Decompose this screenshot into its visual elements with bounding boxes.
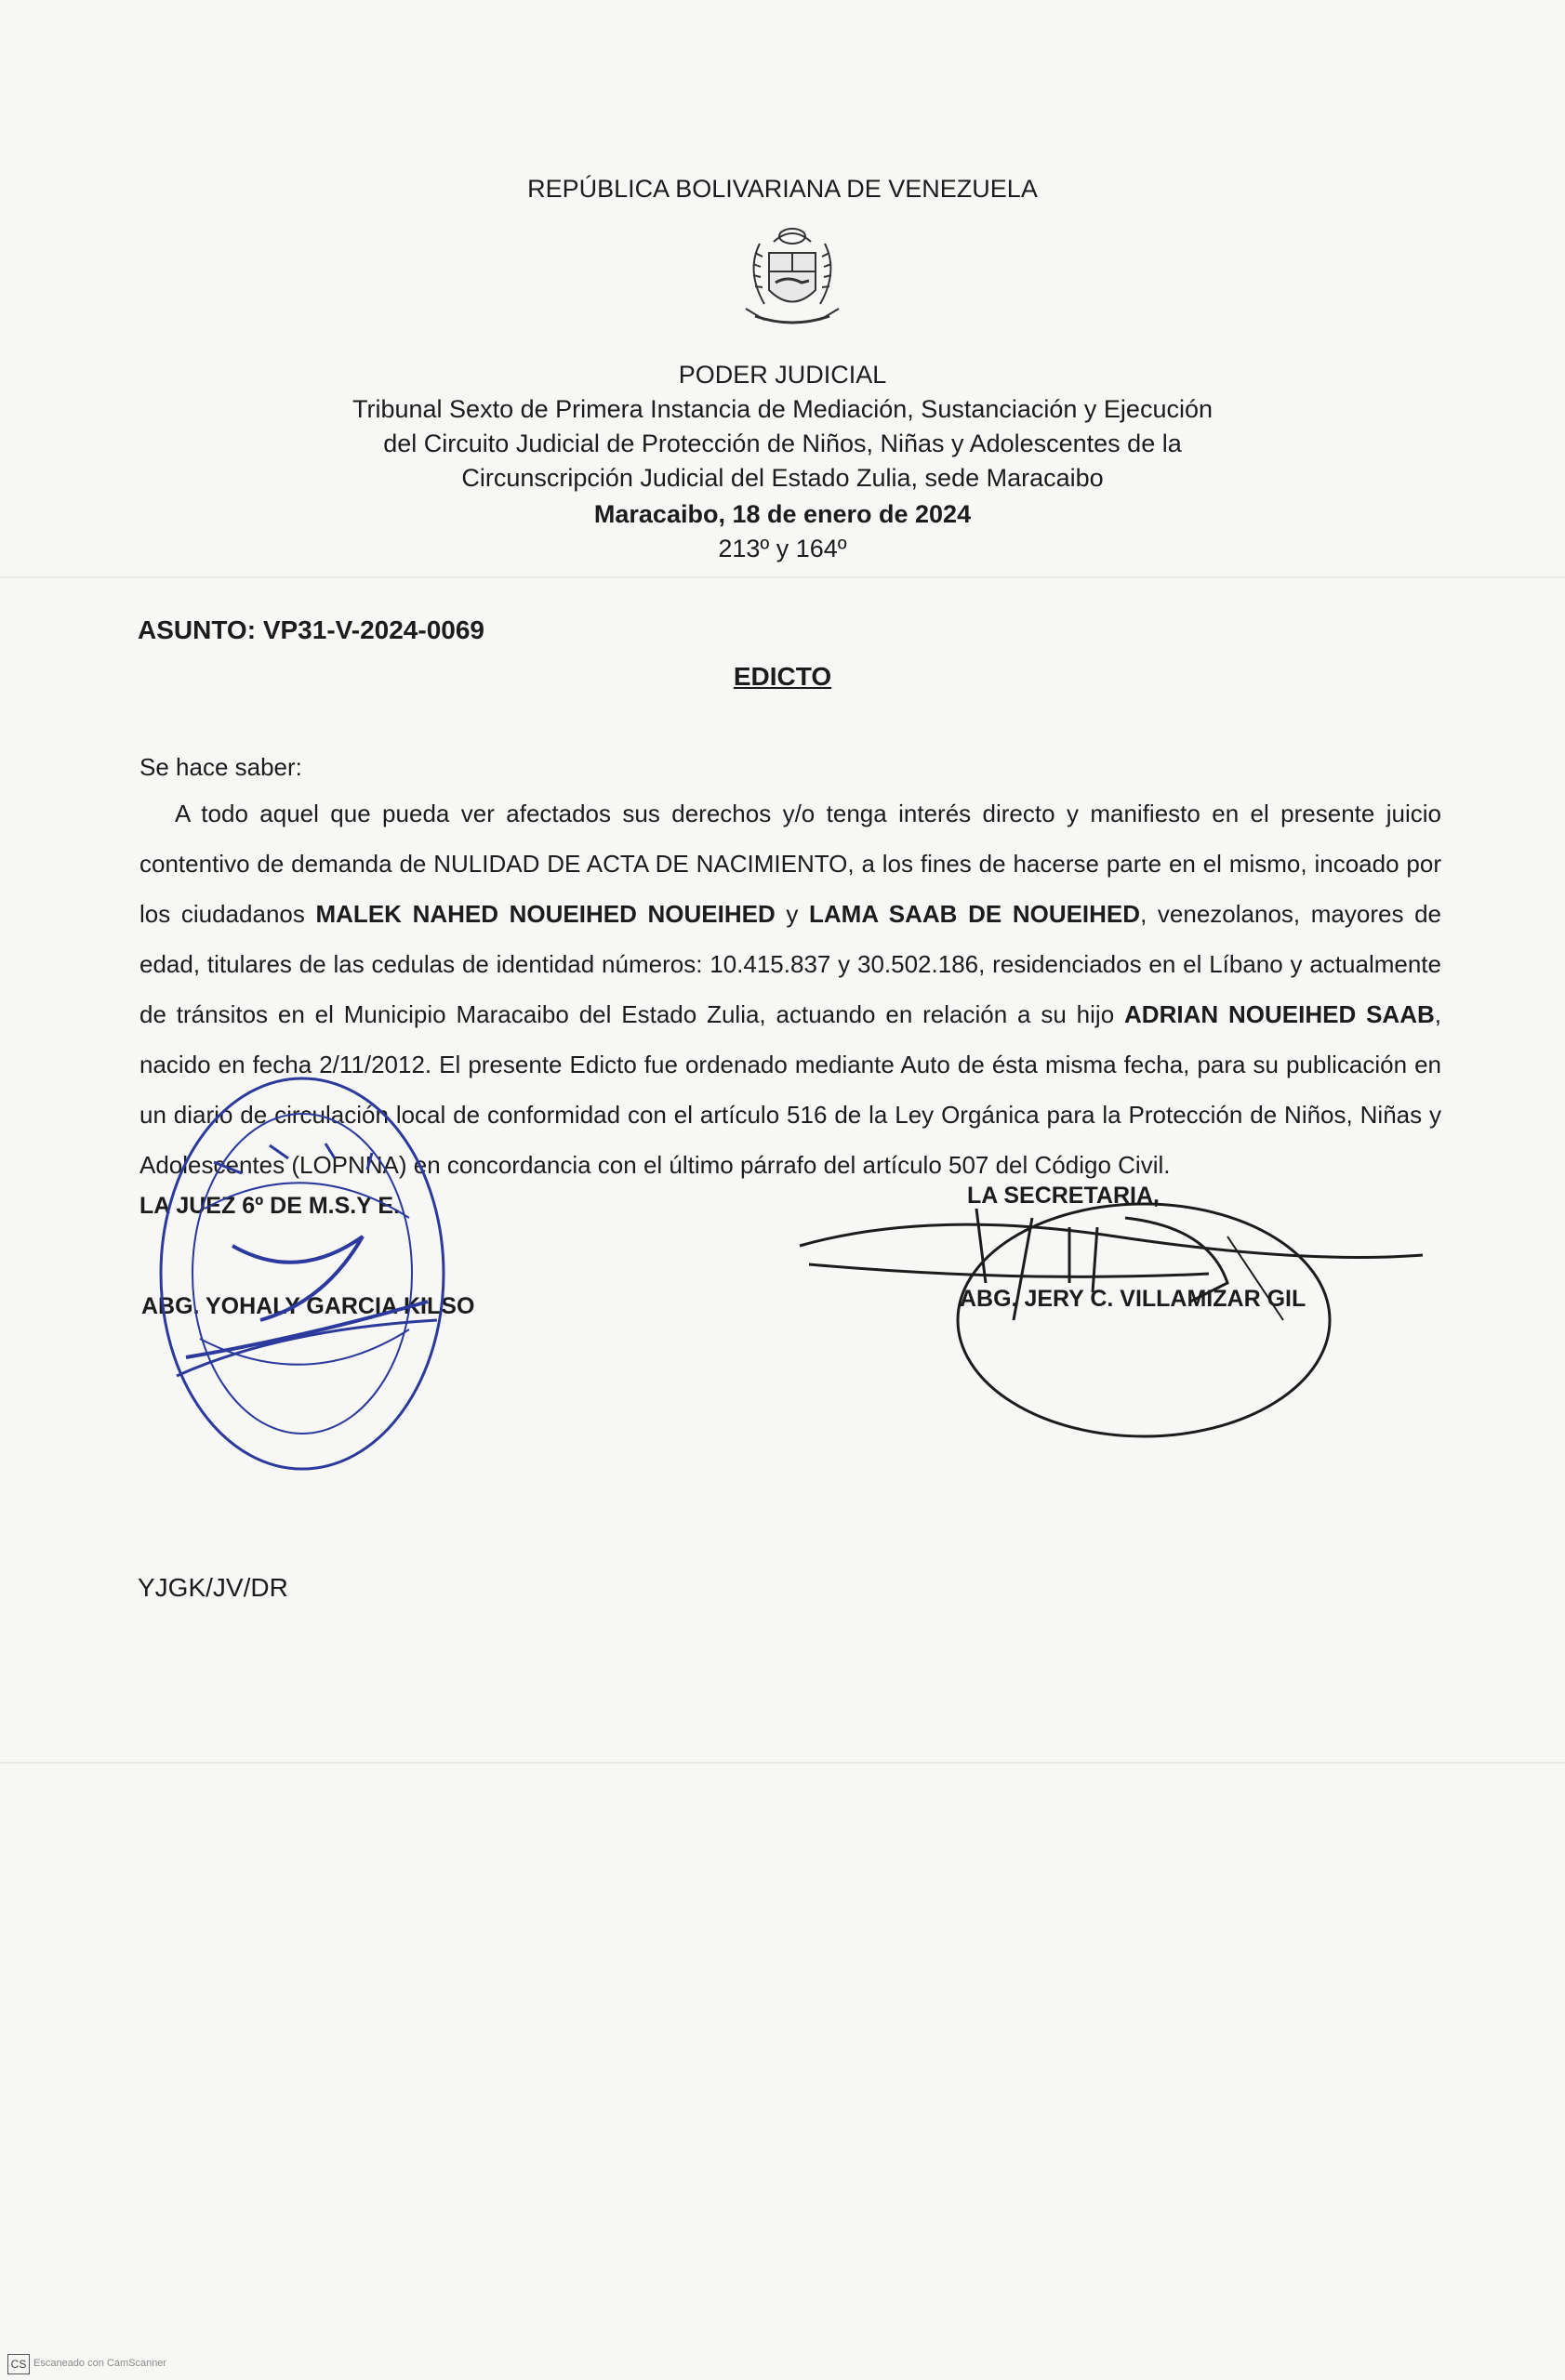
judge-name: ABG. YOHALY GARCIA KILSO: [141, 1293, 475, 1319]
scanner-logo: CS: [7, 2354, 30, 2374]
intro-text: Se hace saber:: [139, 753, 302, 781]
scanner-watermark: Escaneado con CamScanner: [33, 2358, 167, 2369]
secretary-title: LA SECRETARIA,: [967, 1183, 1160, 1209]
historical-years: 213º y 164º: [718, 535, 847, 562]
petitioner-name-2: LAMA SAAB DE NOUEIHED: [809, 900, 1141, 928]
child-name: ADRIAN NOUEIHED SAAB: [1124, 1000, 1435, 1028]
branch-heading: PODER JUDICIAL: [678, 361, 887, 389]
country-heading: REPÚBLICA BOLIVARIANA DE VENEZUELA: [527, 175, 1038, 203]
body-text-part: , venezolanos, mayores de edad, titulares de las cedulas de identidad números: 10.415.837 y 30.502.186, residenciados en el Líbano y actualmente de tránsitos en el Municipio Maracaibo del Estado Zulia, actuando en relación a su hijo: [139, 900, 1442, 1028]
court-line-3: Circunscripción Judicial del Estado Zulia, sede Maracaibo: [461, 464, 1104, 492]
body-text-part: A todo aquel que pueda ver afectados sus derechos y/o tenga interés directo y manifiesto en el presente juicio contentivo de demanda de NULIDAD DE ACTA DE NACIMIENTO, a los fines de hacerse parte en el mismo, incoado por los ciudadanos: [139, 800, 1441, 928]
case-number: ASUNTO: VP31-V-2024-0069: [138, 615, 484, 644]
body-text-part: y: [775, 900, 810, 928]
petitioner-name-1: MALEK NAHED NOUEIHED NOUEIHED: [315, 900, 776, 928]
court-line-2: del Circuito Judicial de Protección de Niños, Niñas y Adolescentes de la: [383, 430, 1182, 457]
court-line-1: Tribunal Sexto de Primera Instancia de Mediación, Sustanciación y Ejecución: [352, 395, 1213, 423]
judge-title: LA JUEZ 6º DE M.S.Y E.: [139, 1193, 401, 1219]
body-text-part: , nacido en fecha 2/11/2012. El presente Edicto fue ordenado mediante Auto de ésta misma fecha, para su publicación en un diario de circulación local de conformidad con el artículo 516 de la Ley Orgánica para la Protección de Niños, Niñas y Adolescentes (LOPNNA) en concordancia con el último párrafo del artículo 507 del Código Civil.: [139, 1000, 1441, 1179]
author-initials: YJGK/JV/DR: [138, 1573, 288, 1602]
document-date: Maracaibo, 18 de enero de 2024: [593, 500, 972, 528]
secretary-name: ABG. JERY C. VILLAMIZAR GIL: [960, 1286, 1306, 1312]
document-title: EDICTO: [733, 662, 832, 691]
